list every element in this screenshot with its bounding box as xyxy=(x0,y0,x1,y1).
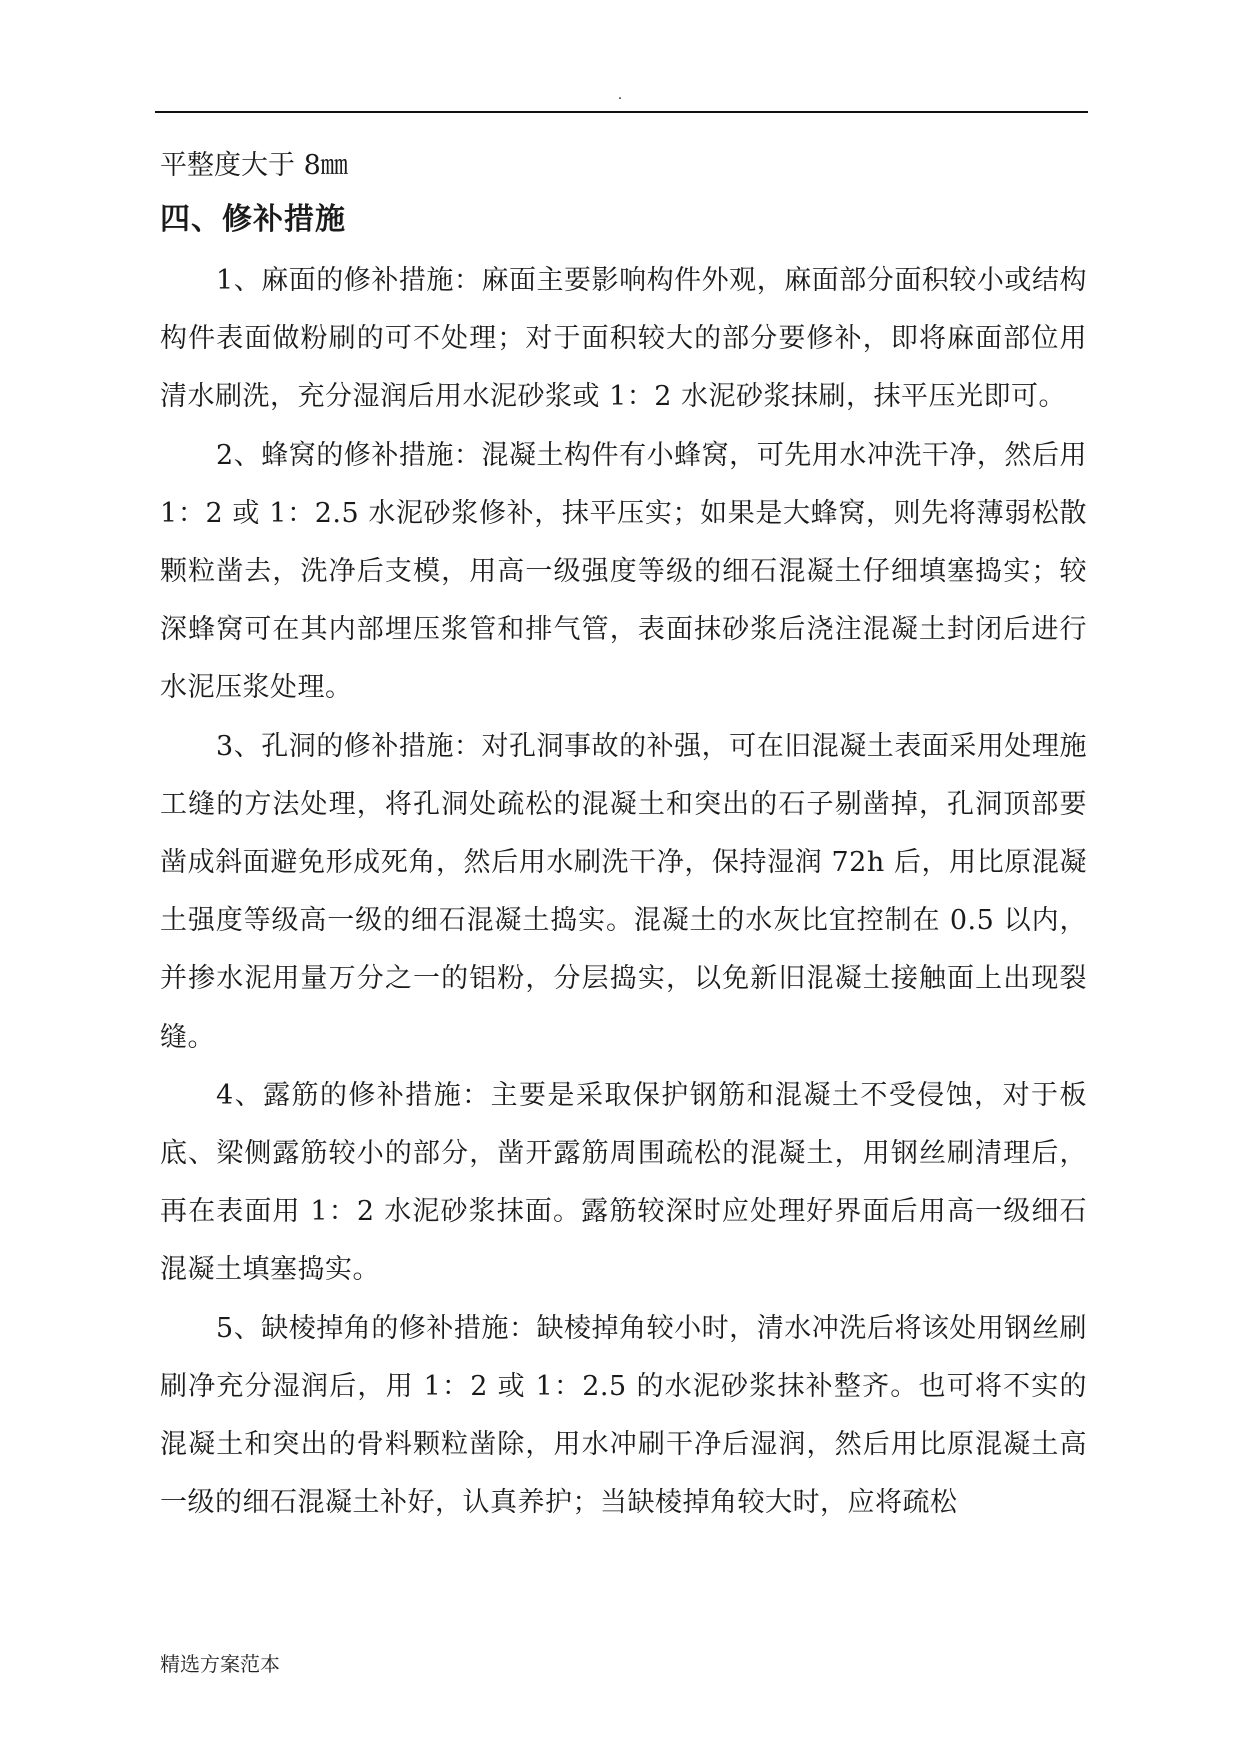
section-heading: 四、修补措施 xyxy=(160,202,346,237)
header-rule xyxy=(155,111,1088,113)
page-body xyxy=(160,140,1087,1532)
header-mark: . xyxy=(617,87,623,103)
footer-text: 精选方案范本 xyxy=(160,1652,280,1676)
paragraph-pitted-surface: 1、麻面的修补措施：麻面主要影响构件外观，麻面部分面积较小或结构构件表面做粉刷的可不处理；对于面积较大的部分要修补，即将麻面部位用清水刷洗，充分湿润后用水泥砂浆或 1：2 水泥砂浆抹刷，抹平压光即可。 xyxy=(160,265,1087,413)
paragraph-holes: 3、孔洞的修补措施：对孔洞事故的补强，可在旧混凝土表面采用处理施工缝的方法处理，将孔洞处疏松的混凝土和突出的石子剔凿掉，孔洞顶部要凿成斜面避免形成死角，然后用水刷洗干净，保持湿润 72h 后，用比原混凝土强度等级高一级的细石混凝土捣实。混凝土的水灰比宜控制在 0.5 以内，并掺水泥用量万分之一的铝粉，分层捣实，以免新旧混凝土接触面上出现裂缝。 xyxy=(160,730,1087,1053)
paragraph-broken-edges: 5、缺棱掉角的修补措施：缺棱掉角较小时，清水冲洗后将该处用钢丝刷刷净充分湿润后，用 1：2 或 1：2.5 的水泥砂浆抹补整齐。也可将不实的混凝土和突出的骨料颗粒凿除，用水冲刷干净后湿润，然后用比原混凝土高一级的细石混凝土补好，认真养护；当缺棱掉角较大时，应将疏松 xyxy=(160,1312,1087,1519)
paragraph-exposed-rebar: 4、露筋的修补措施：主要是采取保护钢筋和混凝土不受侵蚀，对于板底、梁侧露筋较小的部分，凿开露筋周围疏松的混凝土，用钢丝刷清理后，再在表面用 1：2 水泥砂浆抹面。露筋较深时应处理好界面后用高一级细石混凝土填塞捣实。 xyxy=(160,1079,1087,1286)
lead-line: 平整度大于 8㎜ xyxy=(160,150,348,181)
paragraph-honeycomb: 2、蜂窝的修补措施：混凝土构件有小蜂窝，可先用水冲洗干净，然后用 1：2 或 1：2.5 水泥砂浆修补，抹平压实；如果是大蜂窝，则先将薄弱松散颗粒凿去，洗净后支模，用高一级强度等级的细石混凝土仔细填塞捣实；较深蜂窝可在其内部埋压浆管和排气管，表面抹砂浆后浇注混凝土封闭后进行水泥压浆处理。 xyxy=(160,439,1087,704)
